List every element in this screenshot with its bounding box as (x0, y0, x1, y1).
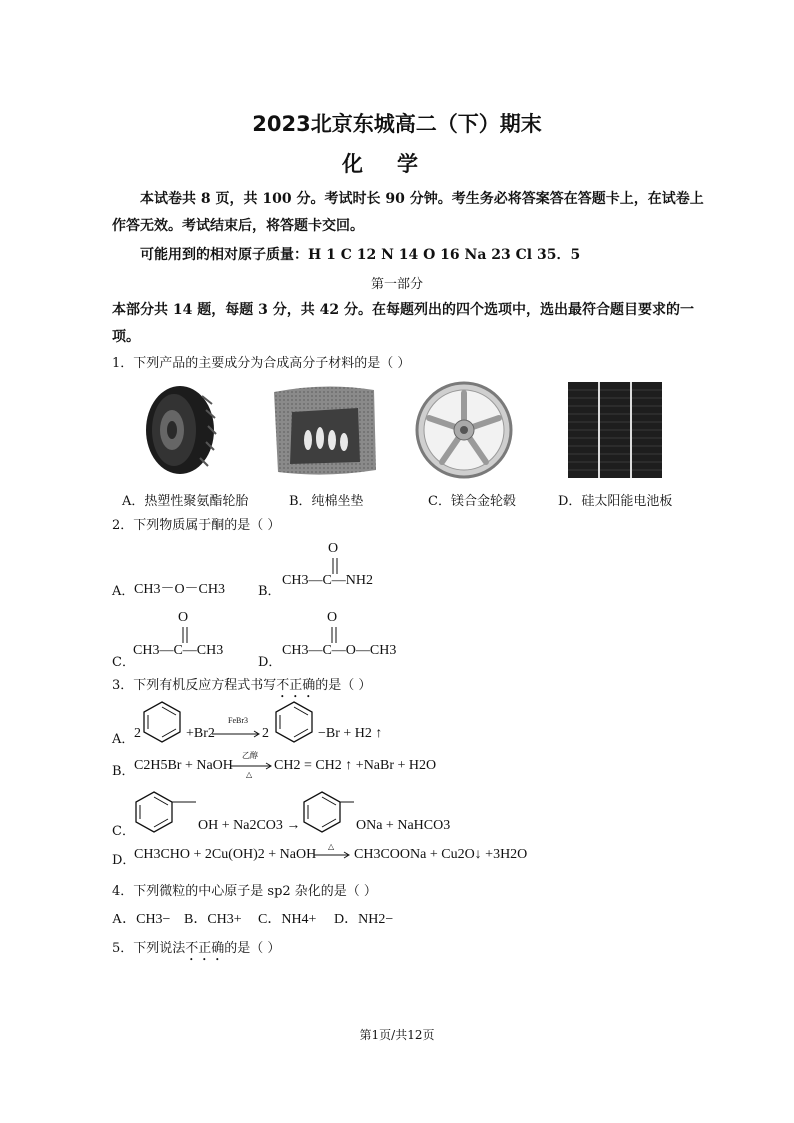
q1-option-c: C．镁合金轮毂 (428, 494, 516, 509)
q4-option-b: B．CH3+ (184, 912, 242, 927)
q3-option-d-letter: D． (112, 853, 136, 868)
q2-option-a-formula: CH3－O－CH3 (134, 582, 226, 597)
q3-b-condition-bottom: △ (246, 770, 253, 779)
q5-stem (112, 937, 280, 964)
q2-option-d-oxygen: O (327, 610, 338, 625)
q2-option-d-formula: CH3—C—O—CH3 (282, 643, 397, 658)
q4-option-c: C．NH4+ (258, 912, 317, 927)
q3-stem-post: 的是（ ） (315, 678, 372, 693)
intro-line-2: 作答无效。考试结束后，将答题卡交回。 (112, 218, 364, 234)
solar-panel-icon (568, 382, 662, 478)
q2-d-double-bond (329, 627, 339, 643)
q1-option-d: D．硅太阳能电池板 (558, 494, 673, 509)
q3-stem (112, 674, 371, 701)
q3-b-reactants: C2H5Br + NaOH (134, 758, 233, 773)
q3-stem-emphasis: 不正确 (276, 678, 316, 693)
q3-b-products: CH2 = CH2 ↑ +NaBr + H2O (274, 758, 437, 773)
q2-option-c-formula: CH3—C—CH3 (133, 643, 224, 658)
q3-d-reactants: CH3CHO + 2Cu(OH)2 + NaOH (134, 847, 317, 862)
q2-option-b-letter: B． (258, 584, 281, 599)
q3-stem-pre: 3．下列有机反应方程式书写 (112, 678, 277, 693)
reaction-arrow-icon (314, 851, 352, 859)
cushion-icon (270, 382, 380, 478)
intro-line-1: 本试卷共 8 页，共 100 分。考试时长 90 分钟。考生务必将答案答在答题卡上，在试卷上 (140, 191, 704, 207)
q3-a-catalyst: FeBr3 (228, 716, 248, 725)
benzene-ring-icon (272, 700, 316, 744)
page-number: 第1页/共12页 (359, 1028, 435, 1042)
q2-b-double-bond (330, 558, 340, 574)
q3-b-condition-top: 乙醇 (242, 751, 258, 760)
q4-stem: 4．下列微粒的中心原子是 sp2 杂化的是（ ） (112, 884, 377, 899)
phenol-ring-icon (132, 790, 198, 834)
phenoxide-ring-icon (300, 790, 356, 834)
q3-a-coefficient-2: 2 (262, 726, 269, 741)
q3-option-b-letter: B． (112, 764, 135, 779)
q3-option-a-letter: A． (112, 732, 135, 747)
atomic-masses: 可能用到的相对原子质量：H 1 C 12 N 14 O 16 Na 23 Cl 35．5 (140, 247, 581, 263)
q3-c-reactants: OH + Na2CO3 → (198, 818, 301, 833)
exam-title: 2023北京东城高二（下）期末 (252, 112, 542, 136)
q2-c-double-bond (180, 627, 190, 643)
reaction-arrow-icon (230, 762, 274, 770)
q3-d-condition: △ (328, 842, 335, 851)
q5-stem-pre: 5．下列说法 (112, 941, 186, 956)
q3-a-products: −Br + H2 ↑ (318, 726, 383, 741)
q3-a-coefficient: 2 (134, 726, 141, 741)
tire-icon (140, 382, 220, 478)
q2-option-b-formula: CH3—C—NH2 (282, 573, 374, 588)
q5-stem-emphasis: 不正确 (185, 941, 225, 956)
q4-option-a: A．CH3− (112, 912, 171, 927)
q2-option-a-letter: A． (112, 584, 135, 599)
q3-c-products: ONa + NaHCO3 (356, 818, 451, 833)
q3-option-c-letter: C． (112, 824, 135, 839)
q3-a-reactant: +Br2 (186, 726, 215, 741)
q2-stem: 2．下列物质属于酮的是（ ） (112, 518, 281, 533)
q1-option-a: A．热塑性聚氨酯轮胎 (122, 494, 249, 509)
q4-option-d: D．NH2− (334, 912, 394, 927)
wheel-hub-icon (414, 380, 514, 480)
subject-title: 化学 (342, 152, 452, 176)
q1-option-b: B．纯棉坐垫 (289, 494, 364, 509)
part-heading: 第一部分 (370, 277, 423, 292)
q3-d-products: CH3COONa + Cu2O↓ +3H2O (354, 847, 528, 862)
part-instructions-1: 本部分共 14 题，每题 3 分，共 42 分。在每题列出的四个选项中，选出最符合题目要求的一 (112, 302, 694, 318)
q2-option-b-oxygen: O (328, 541, 339, 556)
q2-option-d-letter: D． (258, 655, 282, 670)
q1-stem: 1．下列产品的主要成分为合成高分子材料的是（ ） (112, 356, 411, 371)
part-instructions-2: 项。 (112, 329, 140, 345)
benzene-ring-icon (140, 700, 184, 744)
q5-stem-post: 的是（ ） (224, 941, 281, 956)
q2-option-c-letter: C． (112, 655, 135, 670)
q2-option-c-oxygen: O (178, 610, 189, 625)
reaction-arrow-icon (212, 730, 262, 738)
